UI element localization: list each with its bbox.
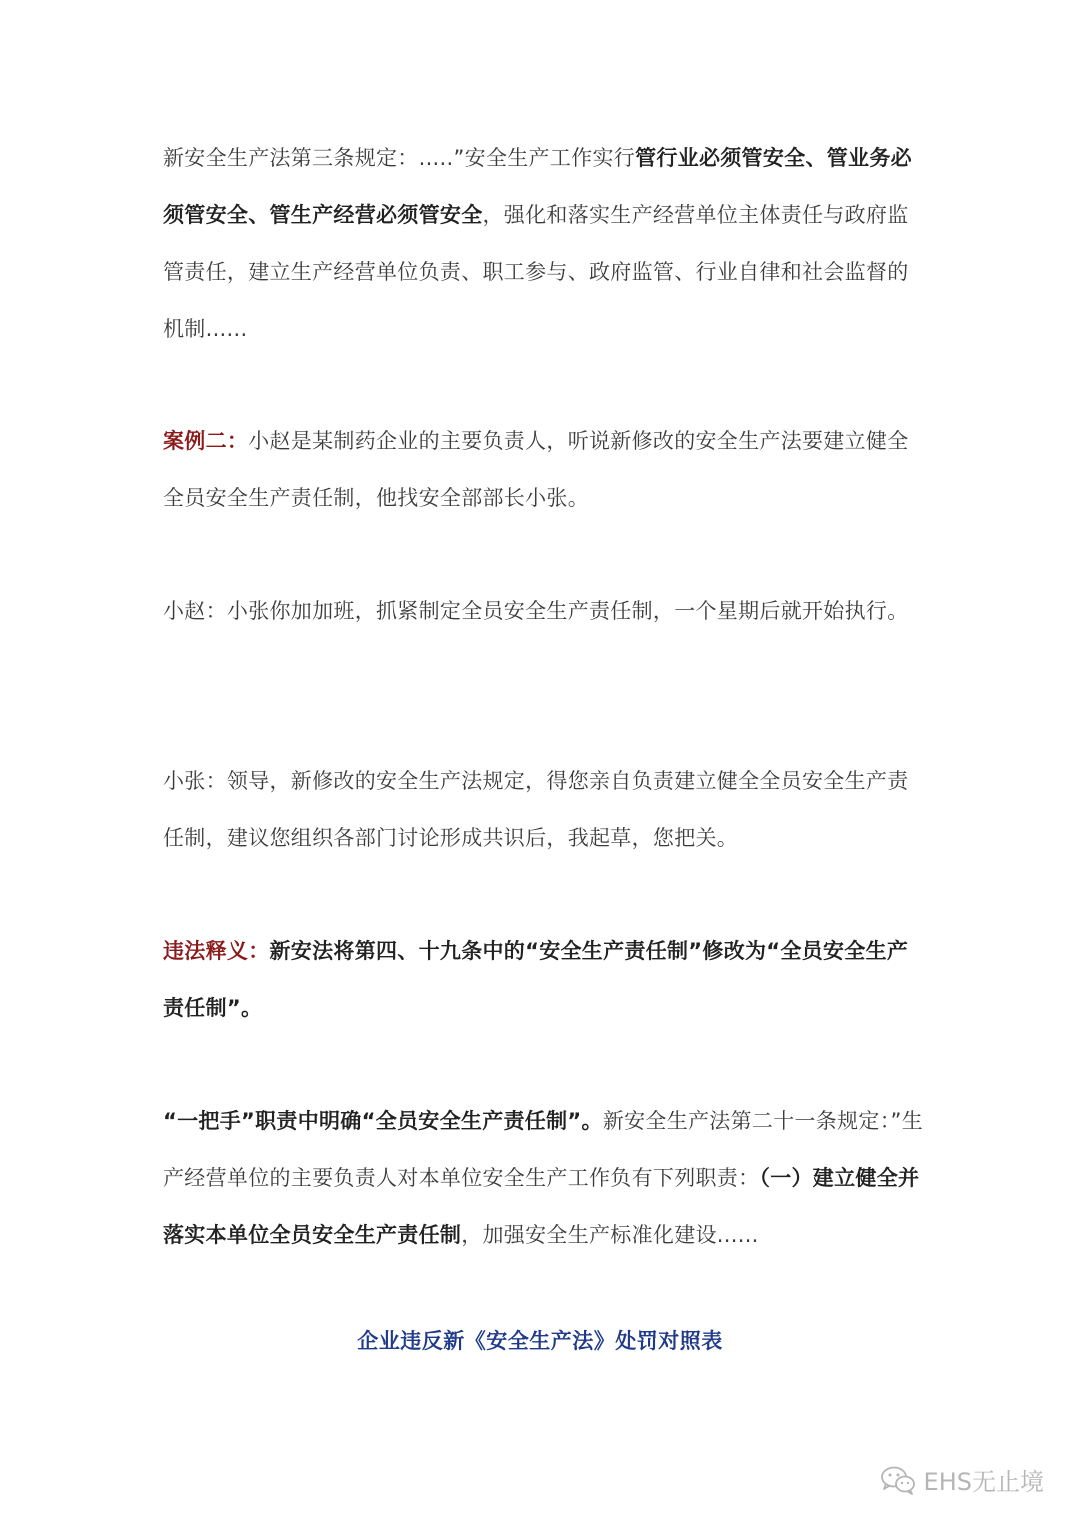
paragraph-dialogue-zhang [163,753,923,867]
case-label: 案例二： [163,429,249,453]
paragraph-article-21 [163,1093,923,1264]
text: ，强化和落实生产经营单位主体责任与政府监管责任，建立生产经营单位负责、职工参与、政府监管、行业自律和社会监督的机制...... [163,203,909,341]
wechat-icon [880,1465,916,1495]
paragraph-violation-explanation [163,923,923,1037]
watermark-text: EHS无止境 [923,1468,1044,1496]
text: 新安全生产法第三条规定：.....”安全生产工作实行 [163,146,636,170]
paragraph-case-two [163,413,923,527]
bold-text: 管行业必须管安全、管业务必须管安全、管生产经营必须管安全 [163,146,912,227]
text: 小张：领导，新修改的安全生产法规定，得您亲自负责建立健全全员安全生产责任制，建议您组织各部门讨论形成共识后，我起草，您把关。 [163,769,909,850]
text: ，加强安全生产标准化建设...... [461,1223,759,1247]
bold-text: “一把手”职责中明确“全员安全生产责任制”。 [163,1109,603,1133]
explanation-label: 违法释义： [163,939,270,963]
watermark [880,1462,1044,1497]
penalty-table-title: 企业违反新《安全生产法》处罚对照表 [357,1329,723,1353]
bold-text: 新安法将第四、十九条中的“安全生产责任制”修改为“全员安全生产责任制”。 [163,939,909,1020]
paragraph-article-3 [163,130,923,358]
text: 新安全生产法第二十一条规定：”生产经营单位的主要负责人对本单位安全生产工作负有下列职责： [163,1109,923,1190]
text: 小赵：小张你加加班，抓紧制定全员安全生产责任制，一个星期后就开始执行。 [163,599,909,623]
bold-text: （一）建立健全并落实本单位全员安全生产责任制 [163,1166,920,1247]
paragraph-dialogue-zhao [163,583,923,640]
text: 小赵是某制药企业的主要负责人，听说新修改的安全生产法要建立健全全员安全生产责任制，他找安全部部长小张。 [163,429,909,510]
